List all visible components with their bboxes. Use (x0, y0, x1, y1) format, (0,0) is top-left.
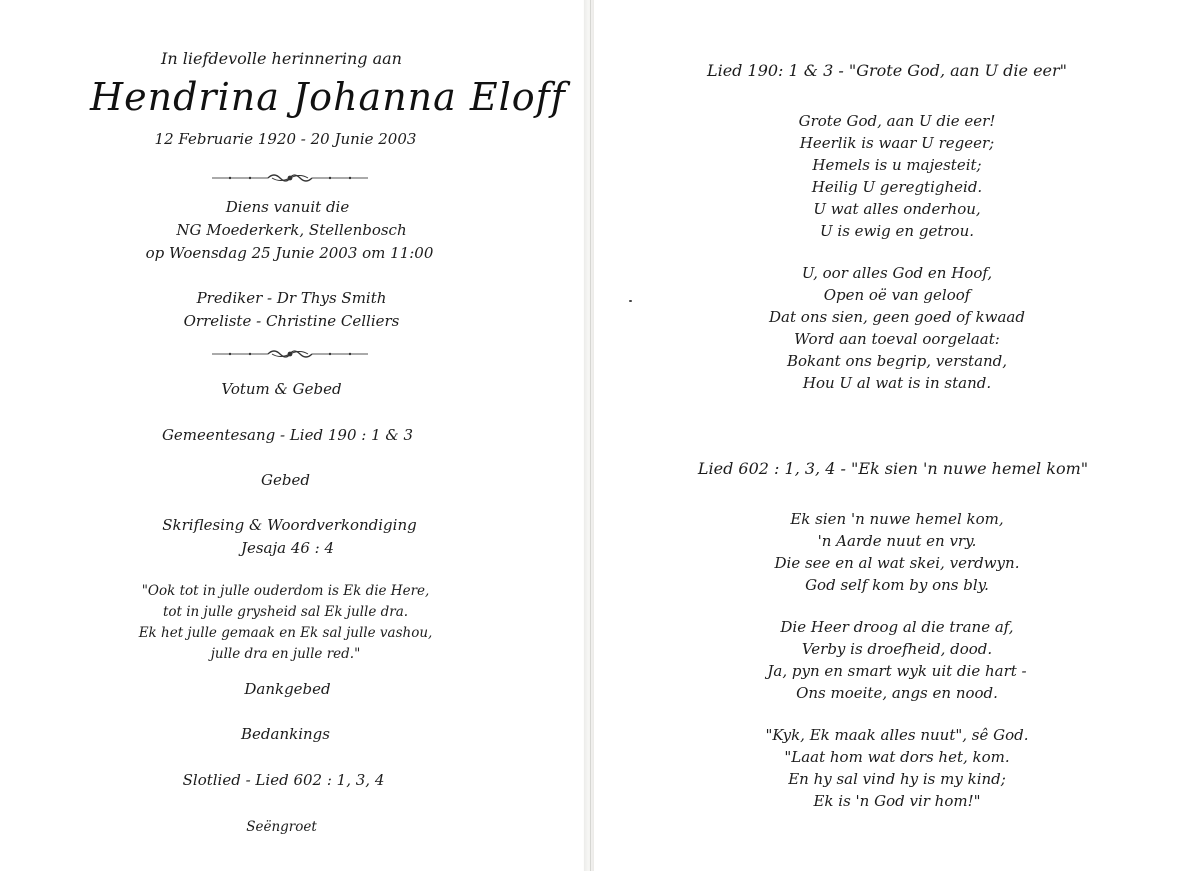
program-votum: Votum & Gebed (221, 380, 342, 398)
page-fold (584, 0, 594, 871)
hymn1-verse2-line: U, oor alles God en Hoof, (801, 264, 993, 282)
program-bedankings: Bedankings (241, 725, 330, 743)
life-dates: 12 Februarie 1920 - 20 Junie 2003 (154, 130, 417, 148)
deceased-name: Hendrina Johanna Eloff (90, 75, 566, 119)
hymn2-verse1-line: Ek sien 'n nuwe hemel kom, (790, 510, 1004, 528)
program-dankgebed: Dankgebed (244, 680, 331, 698)
service-line-3: op Woensdag 25 Junie 2003 om 11:00 (145, 244, 434, 262)
hymn2-verse3-line: "Laat hom wat dors het, kom. (784, 748, 1010, 766)
hymn2-verse1-line: 'n Aarde nuut en vry. (817, 532, 977, 550)
quote-line-1: "Ook tot in julle ouderdom is Ek die Here, (141, 583, 430, 599)
program-gebed: Gebed (261, 471, 310, 489)
organist: Orreliste - Christine Celliers (183, 312, 400, 330)
hymn1-title: Lied 190: 1 & 3 - "Grote God, aan U die eer" (706, 61, 1068, 80)
hymn2-verse3-line: En hy sal vind hy is my kind; (788, 770, 1006, 788)
hymn2-verse2-line: Ja, pyn en smart wyk uit die hart - (767, 662, 1027, 680)
preacher: Prediker - Dr Thys Smith (196, 289, 387, 307)
hymn1-verse1-line: U is ewig en getrou. (820, 222, 974, 240)
hymn2-verse2-line: Die Heer droog al die trane af, (780, 618, 1014, 636)
program-gemeentesang: Gemeentesang - Lied 190 : 1 & 3 (161, 426, 414, 444)
hymn2-verse2-line: Ons moeite, angs en nood. (796, 684, 998, 702)
quote-line-4: julle dra en julle red." (210, 646, 361, 662)
service-line-2: NG Moederkerk, Stellenbosch (176, 221, 407, 239)
hymn1-verse1-line: Hemels is u majesteit; (812, 156, 982, 174)
program-slotlied: Slotlied - Lied 602 : 1, 3, 4 (182, 771, 385, 789)
hymn1-verse1-line: Grote God, aan U die eer! (798, 112, 996, 130)
paper-speck (629, 300, 632, 302)
hymn1-verse1-line: Heerlik is waar U regeer; (799, 134, 995, 152)
quote-line-3: Ek het julle gemaak en Ek sal julle vashou, (138, 625, 433, 641)
intro-text: In liefdevolle herinnering aan (161, 49, 402, 68)
program-seengroet: Seëngroet (246, 819, 317, 835)
quote-line-2: tot in julle grysheid sal Ek julle dra. (162, 604, 409, 620)
hymn2-verse1-line: God self kom by ons bly. (805, 576, 989, 594)
hymn1-verse2-line: Bokant ons begrip, verstand, (786, 352, 1008, 370)
program-jesaja: Jesaja 46 : 4 (240, 539, 335, 557)
hymn2-verse3-line: Ek is 'n God vir hom!" (813, 792, 981, 810)
program-skriflesing: Skriflesing & Woordverkondiging (162, 516, 417, 534)
right-page (594, 0, 1200, 871)
hymn1-verse1-line: Heilig U geregtigheid. (811, 178, 983, 196)
hymn2-verse1-line: Die see en al wat skei, verdwyn. (774, 554, 1020, 572)
ornamental-divider-icon (210, 171, 370, 185)
hymn1-verse2-line: Open oë van geloof (823, 286, 971, 304)
hymn2-verse2-line: Verby is droefheid, dood. (801, 640, 993, 658)
ornamental-divider-icon (210, 347, 370, 361)
hymn2-verse3-line: "Kyk, Ek maak alles nuut", sê God. (765, 726, 1029, 744)
hymn1-verse2-line: Hou U al wat is in stand. (802, 374, 992, 392)
hymn1-verse2-line: Dat ons sien, geen goed of kwaad (769, 308, 1025, 326)
service-line-1: Diens vanuit die (225, 198, 350, 216)
hymn1-verse1-line: U wat alles onderhou, (813, 200, 981, 218)
hymn1-verse2-line: Word aan toeval oorgelaat: (794, 330, 1000, 348)
fold-crease (590, 0, 591, 871)
hymn2-title: Lied 602 : 1, 3, 4 - "Ek sien 'n nuwe hemel kom" (697, 459, 1089, 478)
left-page (0, 0, 583, 871)
